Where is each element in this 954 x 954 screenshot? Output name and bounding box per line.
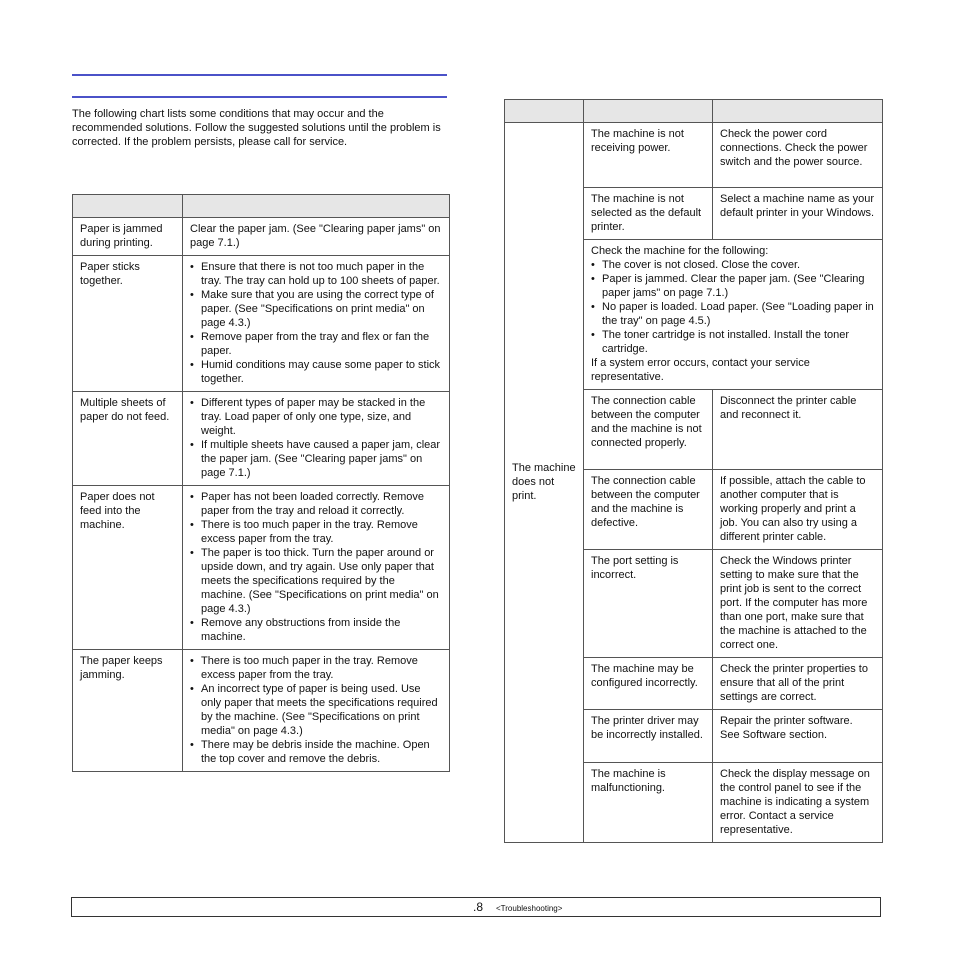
table-row (73, 256, 450, 392)
solution-cell (183, 650, 450, 772)
bullet-item: • Paper is jammed. Clear the paper jam. (See "Clearing paper jams" on page 7.1.) (591, 272, 875, 300)
condition-header-cell (505, 100, 584, 123)
table-row (73, 650, 450, 772)
bullet-item: • Make sure that you are using the correct type of paper. (See "Specifications on print media" on page 4.3.) (190, 288, 442, 330)
cause-cell: The connection cable between the computer and the machine is not connected properly. (584, 390, 713, 470)
printing-problems-table (504, 99, 883, 843)
section-rule-top (72, 74, 447, 76)
cause-cell: The connection cable between the computer and the machine is defective. (584, 470, 713, 550)
table-body (73, 218, 450, 772)
bullet-list (190, 396, 442, 480)
section-rule-bottom (72, 96, 447, 98)
cause-cell: The machine is malfunctioning. (584, 763, 713, 843)
solution-header-cell (713, 100, 883, 123)
cause-cell: The port setting is incorrect. (584, 550, 713, 658)
solution-header-cell (183, 195, 450, 218)
cause-cell: The printer driver may be incorrectly installed. (584, 710, 713, 763)
solution-cell: Disconnect the printer cable and reconnect it. (713, 390, 883, 470)
cause-cell: The machine is not receiving power. (584, 123, 713, 188)
table-row (505, 123, 883, 188)
solution-cell: Select a machine name as your default printer in your Windows. (713, 188, 883, 240)
condition-cell: The machine does not print. (505, 123, 584, 843)
bullet-item: • The toner cartridge is not installed. Install the toner cartridge. (591, 328, 875, 356)
cause-header-cell (584, 100, 713, 123)
bullet-item: • Different types of paper may be stacked in the tray. Load paper of only one type, size, and weight. (190, 396, 442, 438)
section-name: <Troubleshooting> (496, 904, 563, 913)
solution-cell (183, 392, 450, 486)
solution-cell: Repair the printer software. See Software section. (713, 710, 883, 763)
bullet-list (591, 258, 875, 356)
solution-cell: Check the printer properties to ensure that all of the print settings are correct. (713, 658, 883, 710)
check-list-tail: If a system error occurs, contact your service representative. (591, 357, 810, 383)
solution-cell: Check the power cord connections. Check the power switch and the power source. (713, 123, 883, 188)
condition-cell: Paper sticks together. (73, 256, 183, 392)
bullet-item: • There is too much paper in the tray. Remove excess paper from the tray. (190, 654, 442, 682)
bullet-item: • There may be debris inside the machine. Open the top cover and remove the debris. (190, 738, 442, 766)
bullet-list (190, 490, 442, 644)
solution-cell (183, 486, 450, 650)
check-list-lead: Check the machine for the following: (591, 245, 769, 257)
solution-cell: If possible, attach the cable to another computer that is working properly and print a job. You can also try using a different printer cable. (713, 470, 883, 550)
condition-cell: The paper keeps jamming. (73, 650, 183, 772)
cause-cell: The machine may be configured incorrectly. (584, 658, 713, 710)
table-row (73, 218, 450, 256)
condition-cell: Paper is jammed during printing. (73, 218, 183, 256)
page-number: .8 (473, 900, 484, 914)
bullet-item: • No paper is loaded. Load paper. (See "Loading paper in the tray" on page 4.5.) (591, 300, 875, 328)
condition-header-cell (73, 195, 183, 218)
cause-cell: The machine is not selected as the default printer. (584, 188, 713, 240)
condition-cell: Multiple sheets of paper do not feed. (73, 392, 183, 486)
solution-cell: Clear the paper jam. (See "Clearing paper jams" on page 7.1.) (183, 218, 450, 256)
table-row (73, 486, 450, 650)
bullet-item: • Remove paper from the tray and flex or fan the paper. (190, 330, 442, 358)
solution-cell (183, 256, 450, 392)
bullet-item: • There is too much paper in the tray. Remove excess paper from the tray. (190, 518, 442, 546)
table-header-row (505, 100, 883, 123)
table-body (505, 123, 883, 843)
table-row (73, 392, 450, 486)
bullet-item: • If multiple sheets have caused a paper jam, clear the paper jam. (See "Clearing paper jams" on page 7.1.) (190, 438, 442, 480)
bullet-list (190, 260, 442, 386)
bullet-item: • The paper is too thick. Turn the paper around or upside down, and try again. Use only paper that meets the specifications required by the machine. (See "Specifications on print media" on page 4.3.) (190, 546, 442, 616)
solution-cell: Check the display message on the control panel to see if the machine is indicating a system error. Contact a service representative. (713, 763, 883, 843)
bullet-item: • Remove any obstructions from inside the machine. (190, 616, 442, 644)
bullet-item: • Ensure that there is not too much paper in the tray. The tray can hold up to 100 sheets of paper. (190, 260, 442, 288)
table-header-row (73, 195, 450, 218)
paper-problems-table (72, 194, 450, 772)
bullet-list (190, 654, 442, 766)
condition-cell: Paper does not feed into the machine. (73, 486, 183, 650)
intro-paragraph: The following chart lists some conditions that may occur and the recommended solutions. Follow the suggested solutions until the problem is corrected. If the problem persists, please call for service. (72, 108, 441, 148)
bullet-item: • Paper has not been loaded correctly. Remove paper from the tray and reload it correctly. (190, 490, 442, 518)
bullet-item: • Humid conditions may cause some paper to stick together. (190, 358, 442, 386)
merged-solution-cell (584, 240, 883, 390)
solution-cell: Check the Windows printer setting to make sure that the print job is sent to the correct port. If the computer has more than one port, make sure that the machine is attached to the correct one. (713, 550, 883, 658)
bullet-item: • An incorrect type of paper is being used. Use only paper that meets the specifications required by the machine. (See "Specifications on print media" on page 4.3.) (190, 682, 442, 738)
bullet-item: • The cover is not closed. Close the cover. (591, 258, 875, 272)
